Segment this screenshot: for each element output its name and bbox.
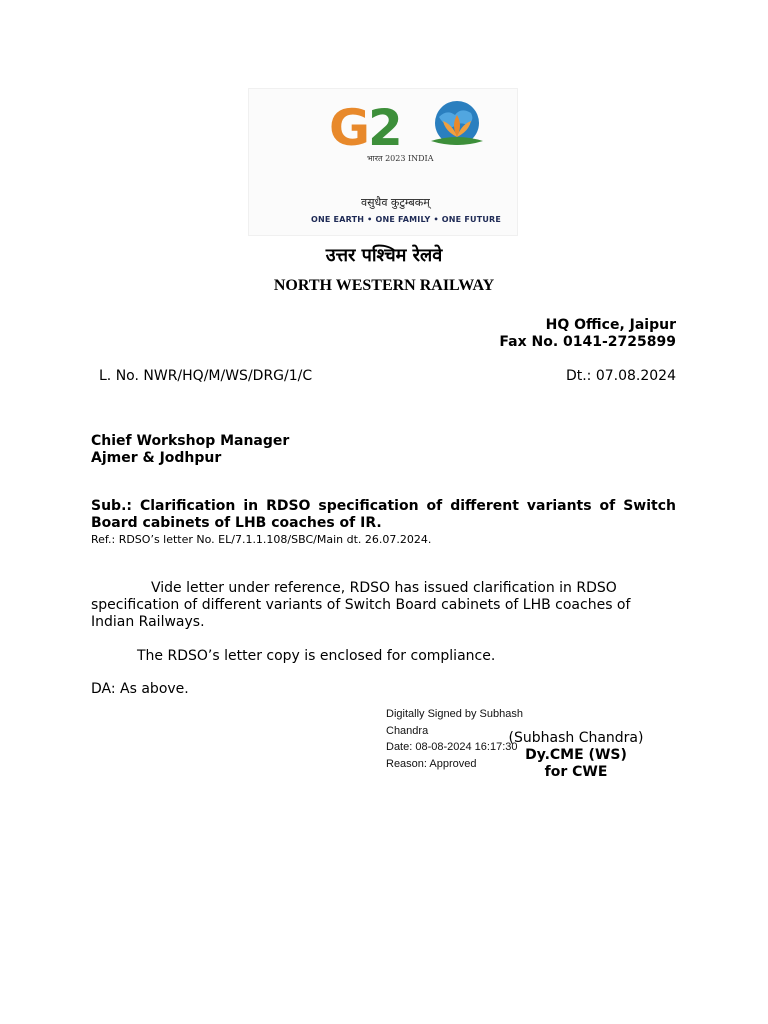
g20-logo	[248, 88, 518, 236]
letter-date: Dt.: 07.08.2024	[565, 368, 676, 384]
reference-line: Ref.: RDSO’s letter No. EL/7.1.1.108/SBC/Main dt. 26.07.2024.	[91, 533, 432, 546]
g20-motto-hindi: वसुधैव कुटुम्बकम्	[361, 196, 430, 209]
signatory-block	[500, 730, 652, 781]
digital-signature-date: Date: 08-08-2024 16:17:30	[386, 741, 518, 753]
railway-title-english: NORTH WESTERN RAILWAY	[273, 277, 495, 294]
signatory-for: for CWE	[544, 764, 608, 780]
digital-signature-line: Chandra	[386, 724, 429, 737]
addressee-title: Chief Workshop Manager	[91, 433, 290, 449]
signatory-name: (Subhash Chandra)	[508, 730, 644, 746]
digital-signature-reason: Reason: Approved	[386, 757, 477, 770]
railway-title-hindi: उत्तर पश्चिम रेलवे	[325, 245, 443, 266]
digital-signature-line: Digitally Signed by Subhash	[386, 708, 523, 720]
subject-line: Sub.: Clarification in RDSO specification of different variants of Switch Board cabinets of LHB coaches of IR.	[91, 498, 676, 531]
enclosure-note: DA: As above.	[91, 681, 189, 697]
fax-number: Fax No. 0141-2725899	[499, 334, 676, 350]
body-paragraph-1: Vide letter under reference, RDSO has issued clarification in RDSO specification of different variants of Switch Board cabinets of LHB coaches of Indian Railways.	[91, 580, 631, 630]
g20-logo-mark: G2	[329, 99, 401, 157]
signatory-designation: Dy.CME (WS)	[525, 747, 627, 763]
office-address: HQ Office, Jaipur	[545, 317, 676, 333]
addressee-location: Ajmer & Jodhpur	[91, 450, 222, 466]
letter-number: L. No. NWR/HQ/M/WS/DRG/1/C	[99, 368, 313, 384]
body-paragraph-2: The RDSO’s letter copy is enclosed for compliance.	[137, 648, 496, 664]
g20-motto-english: ONE EARTH • ONE FAMILY • ONE FUTURE	[311, 215, 502, 224]
g20-year-text: भारत 2023 INDIA	[367, 154, 434, 163]
globe-lotus-icon	[425, 97, 489, 153]
